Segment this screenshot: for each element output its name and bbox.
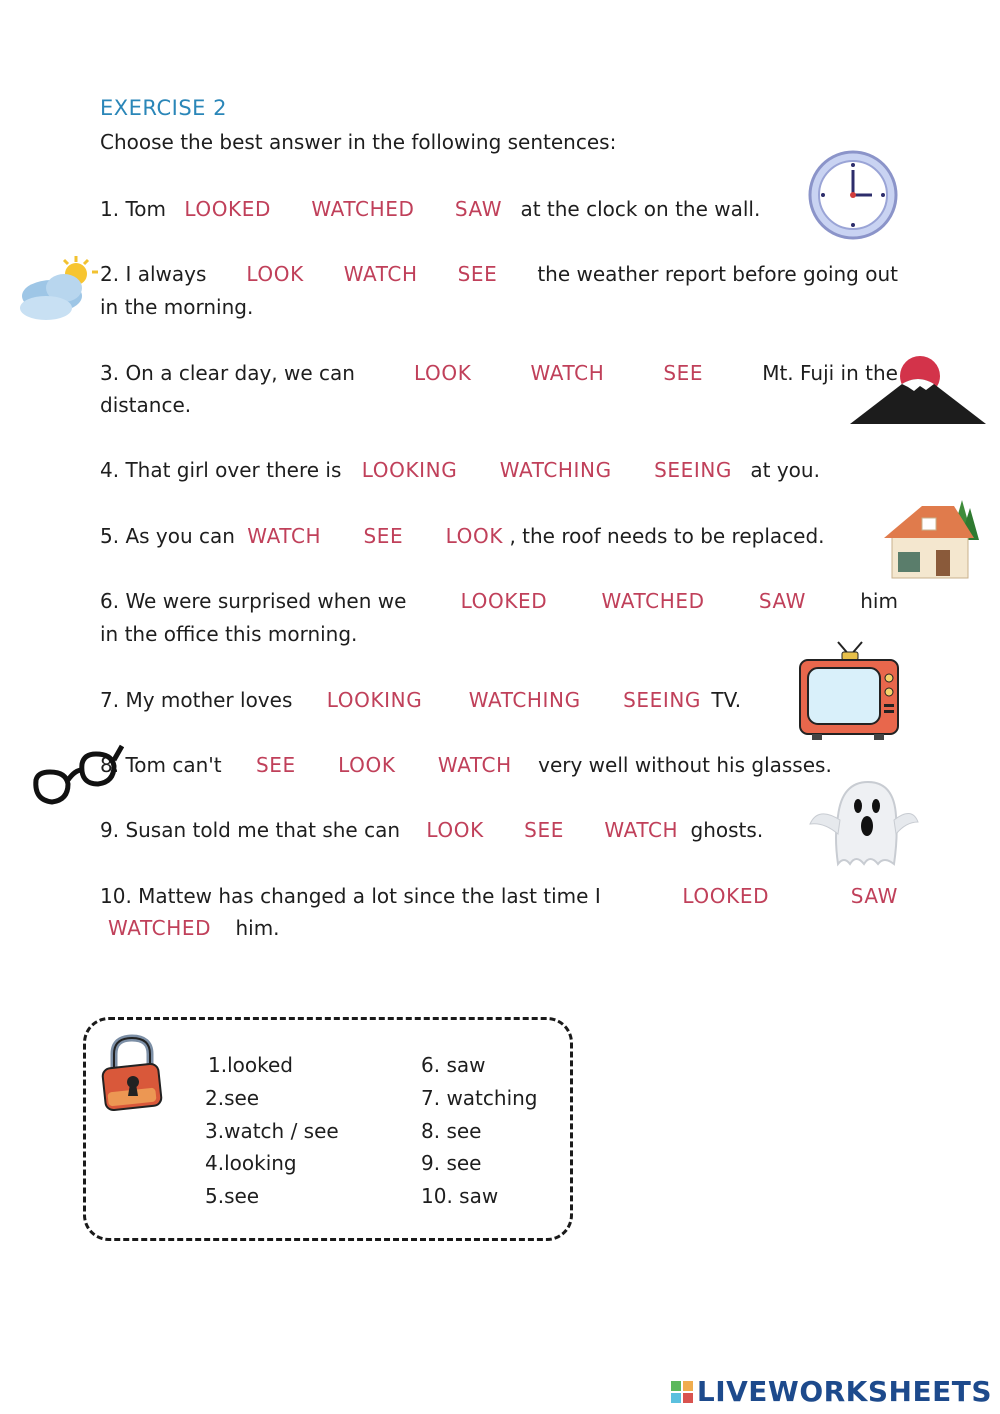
question-7-stem: 7. My mother loves xyxy=(100,688,293,712)
question-4-tail: at you. xyxy=(750,458,820,482)
question-6 xyxy=(100,585,898,617)
question-1-option-3[interactable]: SAW xyxy=(454,197,503,221)
question-2-tail: the weather report before going out xyxy=(537,262,898,286)
question-8-option-3[interactable]: WATCH xyxy=(437,753,512,777)
question-3-stem: 3. On a clear day, we can xyxy=(100,361,355,385)
question-2-stem: 2. I always xyxy=(100,262,207,286)
answer-2: 2.see xyxy=(205,1086,260,1110)
question-6-option-1[interactable]: LOOKED xyxy=(460,589,548,613)
tv-icon xyxy=(798,640,900,742)
answer-3: 3.watch / see xyxy=(205,1119,339,1143)
question-1-option-1[interactable]: LOOKED xyxy=(184,197,272,221)
question-4 xyxy=(100,454,820,486)
question-4-option-1[interactable]: LOOKING xyxy=(361,458,458,482)
question-10-option-2[interactable]: SAW xyxy=(850,884,898,908)
question-1-stem: 1. Tom xyxy=(100,197,166,221)
question-1 xyxy=(100,193,760,225)
question-2-option-2[interactable]: WATCH xyxy=(343,262,418,286)
answer-1: 1.looked xyxy=(208,1053,293,1077)
exercise-title: EXERCISE 2 xyxy=(100,96,227,120)
question-4-option-2[interactable]: WATCHING xyxy=(499,458,612,482)
padlock-icon xyxy=(100,1034,164,1112)
question-5-tail: , the roof needs to be replaced. xyxy=(509,524,825,548)
question-9-stem: 9. Susan told me that she can xyxy=(100,818,401,842)
question-7-option-1[interactable]: LOOKING xyxy=(326,688,423,712)
question-3-option-3[interactable]: SEE xyxy=(663,361,704,385)
question-6-continuation: in the office this morning. xyxy=(100,622,358,646)
question-8-stem: 8. Tom can't xyxy=(100,753,222,777)
question-4-stem: 4. That girl over there is xyxy=(100,458,342,482)
question-5-option-1[interactable]: WATCH xyxy=(247,524,322,548)
question-3-continuation: distance. xyxy=(100,393,192,417)
weather-icon xyxy=(16,256,100,322)
question-3-option-1[interactable]: LOOK xyxy=(414,361,472,385)
question-9-tail: ghosts. xyxy=(690,818,764,842)
question-1-tail: at the clock on the wall. xyxy=(520,197,761,221)
question-7-tail: TV. xyxy=(711,688,742,712)
answer-8: 8. see xyxy=(421,1119,482,1143)
question-5-option-2[interactable]: SEE xyxy=(363,524,404,548)
question-9-option-3[interactable]: WATCH xyxy=(604,818,679,842)
question-6-option-3[interactable]: SAW xyxy=(758,589,807,613)
answer-7: 7. watching xyxy=(421,1086,538,1110)
answer-4: 4.looking xyxy=(205,1151,297,1175)
question-8 xyxy=(100,749,832,781)
question-3-option-2[interactable]: WATCH xyxy=(530,361,605,385)
question-9-option-1[interactable]: LOOK xyxy=(426,818,484,842)
question-3-tail: Mt. Fuji in the xyxy=(762,361,898,385)
question-5-option-3[interactable]: LOOK xyxy=(445,524,504,548)
question-7-option-3[interactable]: SEEING xyxy=(623,688,702,712)
question-9 xyxy=(100,814,763,846)
question-8-tail: very well without his glasses. xyxy=(538,753,832,777)
question-9-option-2[interactable]: SEE xyxy=(524,818,564,842)
mount-fuji-icon xyxy=(850,356,986,426)
question-3 xyxy=(100,357,898,389)
question-10-stem: 10. Mattew has changed a lot since the last time I xyxy=(100,884,601,908)
instruction-text: Choose the best answer in the following sentences: xyxy=(100,130,617,154)
answer-10: 10. saw xyxy=(421,1184,499,1208)
question-2 xyxy=(100,258,898,290)
question-10-option-1[interactable]: LOOKED xyxy=(682,884,770,908)
question-7 xyxy=(100,684,741,716)
footer-brand-text: LIVEWORKSHEETS xyxy=(696,1375,992,1408)
question-10-option-3[interactable]: WATCHED xyxy=(108,916,212,940)
question-2-option-3[interactable]: SEE xyxy=(457,262,498,286)
answer-6: 6. saw xyxy=(421,1053,486,1077)
question-6-option-2[interactable]: WATCHED xyxy=(601,589,705,613)
question-7-option-2[interactable]: WATCHING xyxy=(468,688,581,712)
question-10-continuation xyxy=(108,912,280,944)
answer-5: 5.see xyxy=(205,1184,260,1208)
glasses-icon xyxy=(30,740,124,810)
question-1-option-2[interactable]: WATCHED xyxy=(311,197,415,221)
question-4-option-3[interactable]: SEEING xyxy=(654,458,733,482)
question-2-continuation: in the morning. xyxy=(100,295,254,319)
question-6-tail: him xyxy=(860,589,898,613)
clock-icon xyxy=(806,150,900,240)
question-5 xyxy=(100,520,825,552)
question-5-stem: 5. As you can xyxy=(100,524,235,548)
house-icon xyxy=(882,496,980,582)
question-6-stem: 6. We were surprised when we xyxy=(100,589,407,613)
answer-9: 9. see xyxy=(421,1151,482,1175)
question-8-option-2[interactable]: LOOK xyxy=(338,753,396,777)
question-10 xyxy=(100,880,898,912)
question-10-tail: him. xyxy=(235,916,280,940)
ghost-icon xyxy=(808,776,920,868)
liveworksheets-footer[interactable] xyxy=(671,1375,992,1408)
liveworksheets-logo-icon xyxy=(671,1381,693,1403)
question-2-option-1[interactable]: LOOK xyxy=(246,262,304,286)
question-8-option-1[interactable]: SEE xyxy=(255,753,296,777)
